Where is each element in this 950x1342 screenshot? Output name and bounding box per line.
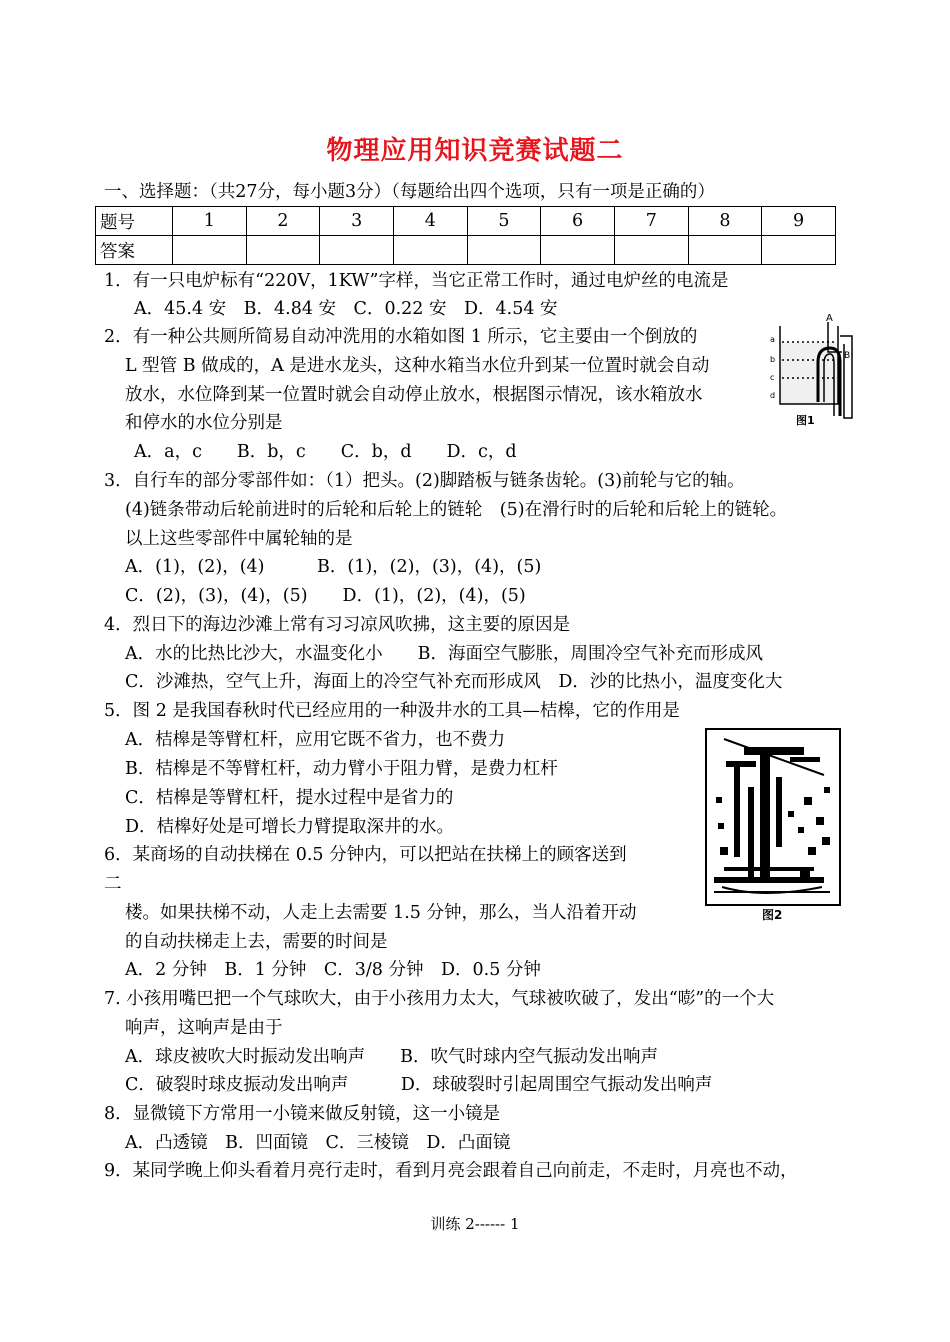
figure-1-label-a: A bbox=[826, 313, 833, 324]
question-5-option-c: C．桔槔是等臂杠杆，提水过程中是省力的 bbox=[125, 788, 454, 808]
question-2-line3: 放水，水位降到某一位置时就会自动停止放水，根据图示情况，该水箱放水 bbox=[125, 385, 703, 405]
answer-table bbox=[95, 206, 836, 265]
figure-2-caption: 图2 bbox=[762, 908, 783, 922]
table-cell-number: 6 bbox=[541, 207, 615, 236]
question-8-options: A．凸透镜 B．凹面镜 C．三棱镜 D．凸面镜 bbox=[125, 1133, 511, 1153]
question-3-options-1: A．(1)，(2)，(4) B．(1)，(2)，(3)，(4)，(5) bbox=[125, 557, 542, 577]
figure-1-water-tank bbox=[768, 312, 860, 430]
table-cell-number: 4 bbox=[393, 207, 467, 236]
table-cell-number: 1 bbox=[173, 207, 247, 236]
figure-1-level-b: b bbox=[770, 355, 776, 364]
section-header: 一、选择题：（共27分，每小题3分）（每题给出四个选项，只有一项是正确的） bbox=[104, 182, 715, 202]
question-1-stem: 1．有一只电炉标有“220V，1KW”字样，当它正常工作时，通过电炉丝的电流是 bbox=[104, 271, 729, 291]
table-cell-number: 7 bbox=[614, 207, 688, 236]
figure-1-level-c: c bbox=[770, 373, 775, 382]
table-label-question-number: 题号 bbox=[96, 207, 173, 236]
answer-cell bbox=[393, 236, 467, 265]
table-cell-number: 8 bbox=[688, 207, 762, 236]
question-5-option-a: A．桔槔是等臂杠杆，应用它既不省力，也不费力 bbox=[125, 730, 506, 750]
figure-1-level-d: d bbox=[770, 391, 776, 400]
answer-cell bbox=[688, 236, 762, 265]
question-6-line3: 的自动扶梯走上去，需要的时间是 bbox=[125, 932, 388, 952]
page-title: 物理应用知识竞赛试题二 bbox=[326, 136, 624, 166]
answer-table-answer-row bbox=[96, 236, 836, 265]
question-2-line2: L 型管 B 做成的，A 是进水龙头，这种水箱当水位升到某一位置时就会自动 bbox=[125, 356, 710, 376]
question-6-line2: 楼。如果扶梯不动，人走上去需要 1.5 分钟，那么，当人沿着开动 bbox=[125, 903, 637, 923]
question-2-line4: 和停水的水位分别是 bbox=[125, 413, 283, 433]
answer-cell bbox=[320, 236, 394, 265]
question-3-options-2: C．(2)，(3)，(4)，(5) D．(1)，(2)，(4)，(5) bbox=[125, 586, 526, 606]
question-5-option-d: D．桔槔好处是可增长力臂提取深井的水。 bbox=[125, 817, 455, 837]
figure-1-label-b: B bbox=[844, 351, 851, 361]
question-7-line1: 7. 小孩用嘴巴把一个气球吹大，由于小孩用力太大，气球被吹破了，发出“嘭”的一个大 bbox=[104, 989, 775, 1009]
question-6-line1: 6．某商场的自动扶梯在 0.5 分钟内，可以把站在扶梯上的顾客送到 bbox=[104, 845, 627, 865]
answer-cell bbox=[541, 236, 615, 265]
question-5-stem: 5．图 2 是我国春秋时代已经应用的一种汲井水的工具—桔槔，它的作用是 bbox=[104, 701, 680, 721]
question-7-options-2: C．破裂时球皮振动发出响声 D．球破裂时引起周围空气振动发出响声 bbox=[125, 1075, 713, 1095]
question-4-options-2: C．沙滩热，空气上升，海面上的冷空气补充而形成风 D．沙的比热小，温度变化大 bbox=[125, 672, 783, 692]
table-cell-number: 2 bbox=[246, 207, 320, 236]
question-7-line2: 响声，这响声是由于 bbox=[125, 1018, 283, 1038]
table-cell-number: 5 bbox=[467, 207, 541, 236]
question-3-line1: 3．自行车的部分零部件如：（1）把头。(2)脚踏板与链条齿轮。(3)前轮与它的轴。 bbox=[104, 471, 745, 491]
table-label-answer: 答案 bbox=[96, 236, 173, 265]
question-8-stem: 8．显微镜下方常用一小镜来做反射镜，这一小镜是 bbox=[104, 1104, 501, 1124]
question-9-stem: 9．某同学晚上仰头看着月亮行走时，看到月亮会跟着自己向前走，不走时，月亮也不动， bbox=[104, 1161, 798, 1181]
table-cell-number: 3 bbox=[320, 207, 394, 236]
table-cell-number: 9 bbox=[762, 207, 836, 236]
figure-1-level-a: a bbox=[770, 335, 775, 344]
question-7-options-1: A．球皮被吹大时振动发出响声 B．吹气时球内空气振动发出响声 bbox=[125, 1047, 658, 1067]
answer-cell bbox=[246, 236, 320, 265]
figure-1-caption: 图1 bbox=[796, 414, 815, 427]
answer-cell bbox=[173, 236, 247, 265]
question-2-line1: 2．有一种公共厕所简易自动冲洗用的水箱如图 1 所示，它主要由一个倒放的 bbox=[104, 327, 698, 347]
question-4-stem: 4．烈日下的海边沙滩上常有习习凉风吹拂，这主要的原因是 bbox=[104, 615, 571, 635]
figure-2-well-sweep bbox=[704, 727, 842, 922]
answer-cell bbox=[614, 236, 688, 265]
answer-cell bbox=[762, 236, 836, 265]
question-1-options: A．45.4 安 B．4.84 安 C．0.22 安 D．4.54 安 bbox=[134, 299, 558, 319]
question-6-line1-wrap: 二 bbox=[104, 874, 122, 894]
answer-cell bbox=[467, 236, 541, 265]
page-footer: 训练 2------ 1 bbox=[430, 1215, 520, 1233]
question-3-line3: 以上这些零部件中属轮轴的是 bbox=[125, 529, 353, 549]
question-6-options: A．2 分钟 B．1 分钟 C．3/8 分钟 D．0.5 分钟 bbox=[125, 960, 541, 980]
question-2-options: A．a，c B．b，c C．b，d D．c，d bbox=[134, 442, 517, 462]
question-5-option-b: B．桔槔是不等臂杠杆，动力臂小于阻力臂，是费力杠杆 bbox=[125, 759, 558, 779]
question-4-options-1: A．水的比热比沙大，水温变化小 B．海面空气膨胀，周围冷空气补充而形成风 bbox=[125, 644, 763, 664]
answer-table-number-row bbox=[96, 207, 836, 236]
question-3-line2: (4)链条带动后轮前进时的后轮和后轮上的链轮 (5)在滑行时的后轮和后轮上的链轮。 bbox=[125, 500, 788, 520]
